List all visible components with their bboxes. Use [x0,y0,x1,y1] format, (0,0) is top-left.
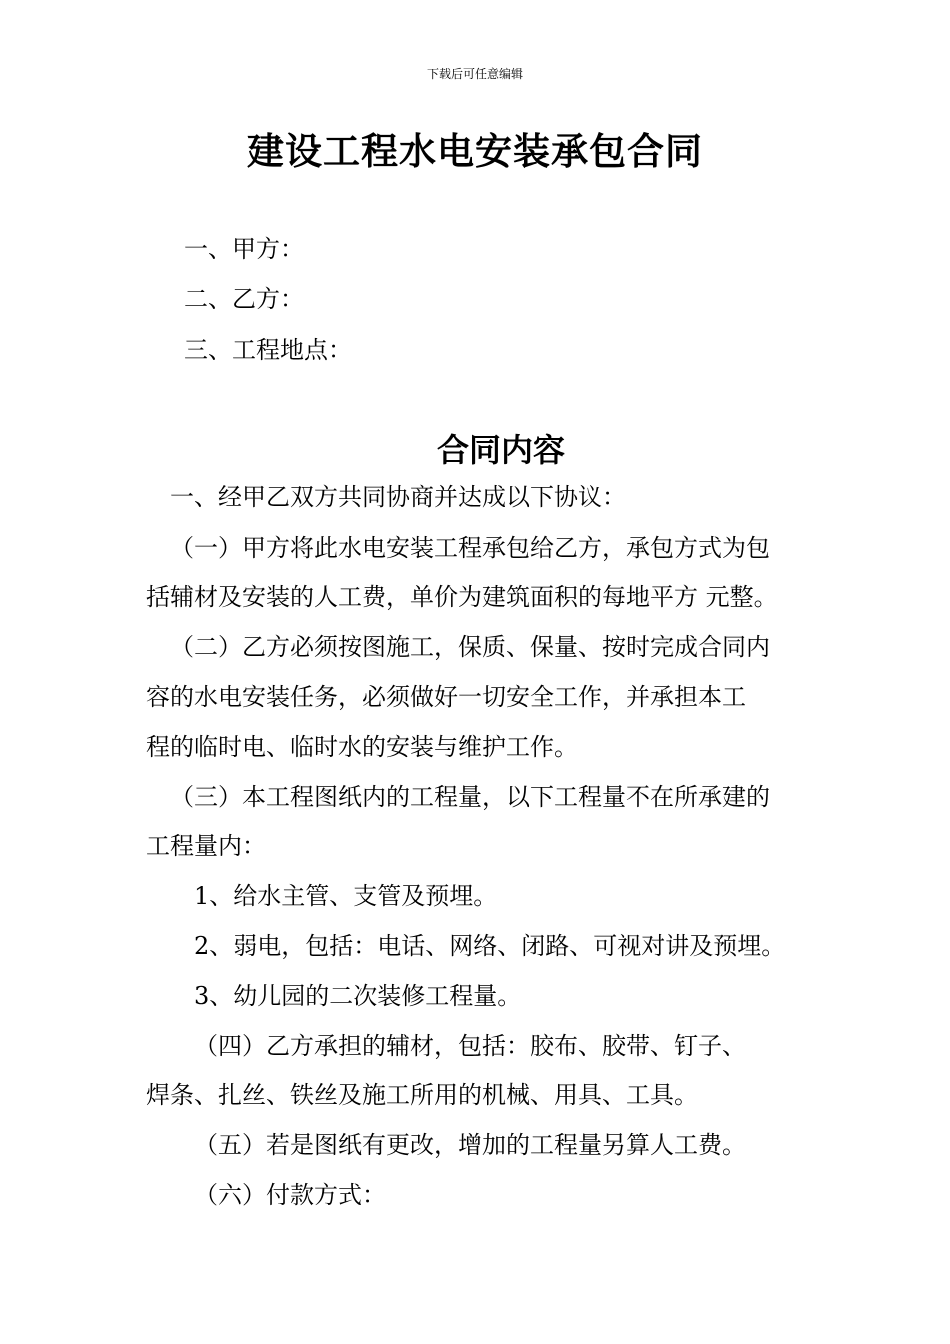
clause-line: 容的水电安装任务，必须做好一切安全工作，并承担本工 [146,683,746,711]
list-item: 2、弱电，包括：电话、网络、闭路、可视对讲及预埋。 [194,932,786,960]
clause-line: （五）若是图纸有更改，增加的工程量另算人工费。 [194,1131,746,1159]
party-a-line: 一、甲方： [184,235,304,263]
clause-line: 工程量内： [146,832,266,860]
clause-line: 程的临时电、临时水的安装与维护工作。 [146,733,578,761]
clause-line: （三）本工程图纸内的工程量，以下工程量不在所承建的 [170,783,770,811]
clause-line: 一、经甲乙双方共同协商并达成以下协议： [170,483,626,511]
clause-line: 括辅材及安装的人工费，单价为建筑面积的每地平方 元整。 [146,583,778,611]
clause-line: （一）甲方将此水电安装工程承包给乙方，承包方式为包 [170,534,770,562]
list-item: 3、幼儿园的二次装修工程量。 [194,982,522,1010]
document-title: 建设工程水电安装承包合同 [247,129,703,173]
clause-line: （六）付款方式： [194,1181,386,1209]
clause-line: （二）乙方必须按图施工，保质、保量、按时完成合同内 [170,633,770,661]
clause-line: （四）乙方承担的辅材，包括：胶布、胶带、钉子、 [194,1032,746,1060]
list-item: 1、给水主管、支管及预埋。 [194,882,498,910]
location-line: 三、工程地点： [184,336,352,364]
clause-line: 焊条、扎丝、铁丝及施工所用的机械、用具、工具。 [146,1081,698,1109]
page-header: 下载后可任意编辑 [426,67,523,81]
section-title: 合同内容 [436,431,565,469]
party-b-line: 二、乙方： [184,285,304,313]
